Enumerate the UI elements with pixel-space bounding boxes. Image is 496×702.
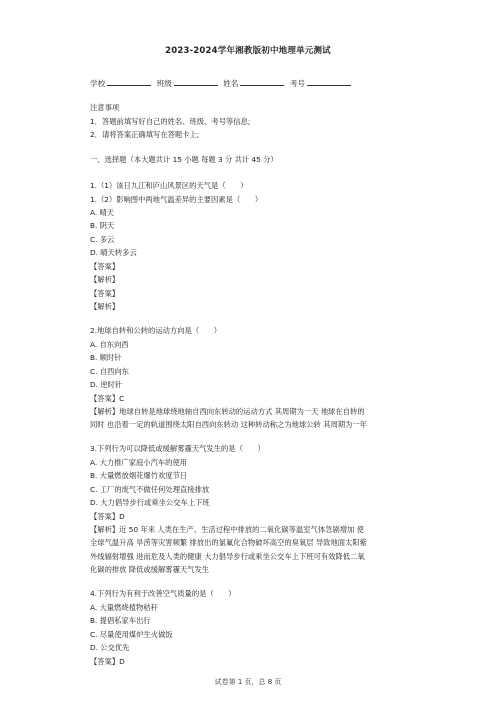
q2-option-b: B. 顺时针 (90, 353, 122, 362)
q4-option-a: A. 大量燃烧植物秸秆 (90, 603, 158, 612)
section-heading: 一、选择题（本大题共计 15 小题 每题 3 分 共计 45 分） (90, 155, 278, 164)
q3-stem: 3.下列行为可以降低或缓解雾霾天气发生的是（ ） (90, 444, 265, 453)
q3-option-b: B. 大量燃放烟花爆竹欢度节日 (90, 471, 188, 480)
q2-explanation-line-2: 同时 也沿着一定的轨道围绕太阳自西向东转动 这种转动称之为地球公转 其周期为一年 (90, 420, 367, 429)
q3-explanation-line-1: 【解析】近 50 年来 人类在生产、生活过程中排放的二氧化碳等温室气体急剧增加 使 (90, 525, 364, 534)
q3-explanation-line-2: 全球气温升高 旱涝等灾害频繁 排放出的氯氟化合物破坏高空的臭氧层 导致地面太阳紫 (90, 538, 367, 547)
name-label: 姓名 (223, 79, 239, 88)
q4-answer: 【答案】D (90, 657, 125, 666)
q2-explanation-line-1: 【解析】地球自转是地球绕地轴自西向东转动的运动方式 其周期为一天 地球在自转的 (90, 407, 365, 416)
q2-option-a: A. 自东向西 (90, 340, 129, 349)
q1-stem-1: 1.（1）该日九江和庐山风景区的天气是（ ） (90, 181, 248, 190)
q3-option-d: D. 大力倡导步行或乘坐公交车上下班 (90, 498, 210, 507)
q4-stem: 4.下列行为有利于改善空气质量的是（ ） (90, 589, 236, 598)
q3-answer: 【答案】D (90, 512, 125, 521)
q1-answer-1: 【答案】 (90, 262, 120, 271)
q4-option-b: B. 提倡私家车出行 (90, 616, 151, 625)
notice-heading: 注意事项 (90, 103, 120, 112)
q4-option-d: D. 公交优先 (90, 643, 130, 652)
notice-item-1: 1．答题前填写好自己的姓名、班级、考号等信息; (90, 117, 251, 126)
q1-option-a: A. 晴天 (90, 208, 115, 217)
q1-option-b: B. 阴天 (90, 221, 115, 230)
q1-answer-2: 【答案】 (90, 289, 120, 298)
exam-no-blank[interactable] (307, 78, 351, 86)
q1-stem-2: 1.（2）影响图中两地气温差异的主要因素是（ ） (90, 195, 263, 204)
notice-item-2: 2．请将答案正确填写在答题卡上; (90, 130, 200, 139)
q2-option-c: C. 自西向东 (90, 367, 129, 376)
q3-explanation-line-3: 外线辐射增强 进而危及人类的健康 大力倡导步行或乘坐公交车上下班可有效降低二氧 (90, 552, 365, 561)
q1-option-d: D. 晴天转多云 (90, 248, 137, 257)
class-label: 班级 (156, 79, 172, 88)
name-blank[interactable] (240, 78, 284, 86)
q3-option-a: A. 大力推广家庭小汽车的使用 (90, 458, 188, 467)
q2-stem: 2.地球自转和公转的运动方向是（ ） (90, 326, 222, 335)
student-info-row (90, 78, 354, 89)
q4-option-c: C. 尽量使用煤炉生火做饭 (90, 630, 173, 639)
school-label: 学校 (90, 79, 106, 88)
q2-option-d: D. 逆时针 (90, 380, 123, 389)
q1-option-c: C. 多云 (90, 235, 115, 244)
class-blank[interactable] (174, 78, 218, 86)
school-blank[interactable] (107, 78, 151, 86)
q1-explanation-2: 【解析】 (90, 302, 120, 311)
q2-answer: 【答案】C (90, 394, 125, 403)
exam-no-label: 考号 (289, 79, 306, 88)
page-title: 2023-2024学年湘教版初中地理单元测试 (165, 46, 331, 56)
q1-explanation-1: 【解析】 (90, 275, 120, 284)
q3-option-c: C. 工厂的废气不做任何处理直接排放 (90, 485, 210, 494)
page-footer: 试卷第 1 页，总 8 页 (214, 678, 282, 686)
q3-explanation-line-4: 化碳的排放 降低或缓解雾霾天气发生 (90, 565, 210, 574)
